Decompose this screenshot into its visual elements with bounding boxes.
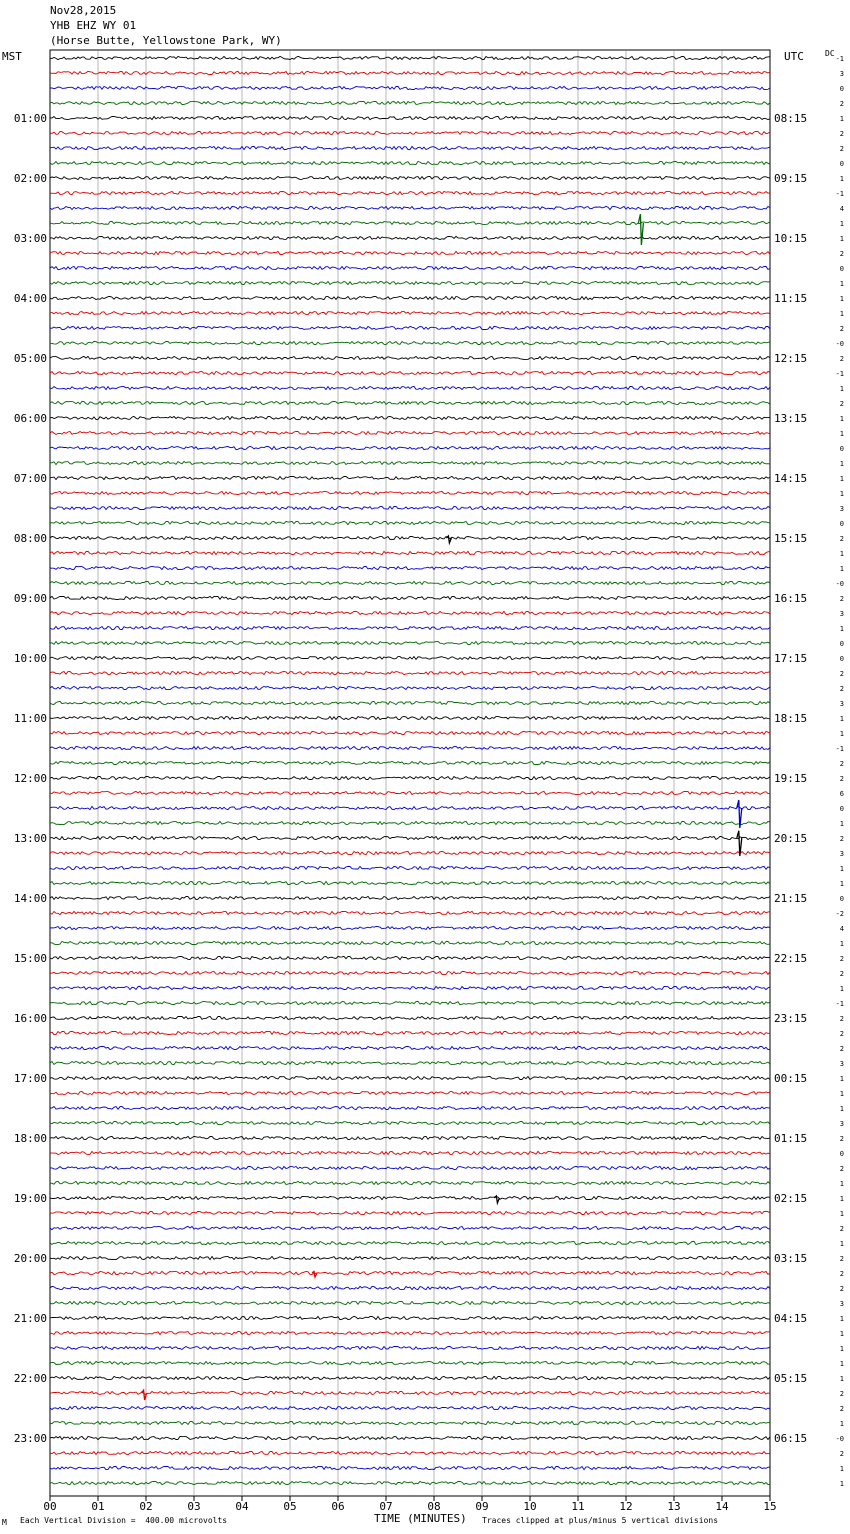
- left-hour-label: 14:00: [13, 892, 47, 905]
- right-hour-label: 21:15: [774, 892, 808, 905]
- dc-offset-value: 1: [839, 490, 844, 498]
- x-tick-label: 15: [763, 1500, 777, 1513]
- dc-offset-value: 1: [839, 625, 844, 633]
- trace-line: [50, 1046, 770, 1049]
- dc-offset-value: 3: [839, 1120, 844, 1128]
- right-hour-label: 09:15: [774, 172, 808, 185]
- dc-offset-value: 0: [839, 805, 844, 813]
- left-hour-label: 04:00: [13, 292, 47, 305]
- dc-offset-value: 1: [839, 985, 844, 993]
- left-hour-label: 06:00: [13, 412, 47, 425]
- trace-line: [50, 56, 770, 59]
- trace-line: [50, 1166, 770, 1169]
- left-timezone-label: MST: [2, 50, 22, 63]
- dc-offset-value: 1: [839, 550, 844, 558]
- trace-line: [50, 1376, 770, 1379]
- trace-line: [50, 131, 770, 134]
- dc-offset-value: 1: [839, 475, 844, 483]
- trace-line: [50, 611, 770, 614]
- dc-offset-value: 0: [839, 160, 844, 168]
- trace-line: [50, 206, 770, 209]
- right-hour-label: 16:15: [774, 592, 808, 605]
- right-timezone-label: UTC: [784, 50, 804, 63]
- trace-line: [50, 1181, 770, 1184]
- right-hour-label: 05:15: [774, 1372, 808, 1385]
- right-hour-label: 01:15: [774, 1132, 808, 1145]
- trace-line: [50, 1226, 770, 1229]
- dc-offset-value: 2: [839, 400, 844, 408]
- dc-offset-value: 1: [839, 1105, 844, 1113]
- trace-line: [50, 1301, 770, 1304]
- trace-line: [50, 1271, 770, 1274]
- dc-offset-value: 0: [839, 1150, 844, 1158]
- trace-line: [50, 1031, 770, 1034]
- trace-line: [50, 671, 770, 674]
- dc-offset-value: 0: [839, 655, 844, 663]
- dc-offset-value: 3: [839, 850, 844, 858]
- x-tick-label: 13: [667, 1500, 681, 1513]
- right-hour-label: 04:15: [774, 1312, 808, 1325]
- trace-line: [50, 86, 770, 89]
- left-hour-label: 11:00: [13, 712, 47, 725]
- x-tick-label: 06: [331, 1500, 345, 1513]
- trace-line: [50, 1151, 770, 1154]
- x-tick-label: 01: [91, 1500, 105, 1513]
- dc-offset-value: 2: [839, 835, 844, 843]
- left-hour-label: 18:00: [13, 1132, 47, 1145]
- dc-offset-value: 6: [839, 790, 844, 798]
- trace-line: [50, 521, 770, 524]
- trace-line: [50, 221, 770, 224]
- dc-offset-value: 2: [839, 685, 844, 693]
- right-hour-label: 11:15: [774, 292, 808, 305]
- trace-line: [50, 341, 770, 344]
- trace-line: [50, 776, 770, 779]
- trace-line: [50, 1092, 770, 1095]
- left-hour-label: 17:00: [13, 1072, 47, 1085]
- trace-line: [50, 657, 770, 660]
- dc-offset-value: 1: [839, 715, 844, 723]
- event-spike: [638, 214, 643, 245]
- trace-line: [50, 836, 770, 839]
- trace-line: [50, 941, 770, 944]
- dc-offset-value: 2: [839, 1165, 844, 1173]
- dc-offset-value: 1: [839, 115, 844, 123]
- x-tick-label: 03: [187, 1500, 201, 1513]
- right-hour-label: 23:15: [774, 1012, 808, 1025]
- trace-line: [50, 761, 770, 764]
- right-hour-label: 17:15: [774, 652, 808, 665]
- dc-offset-value: 3: [839, 700, 844, 708]
- dc-offset-value: 1: [839, 880, 844, 888]
- dc-offset-value: 2: [839, 1405, 844, 1413]
- right-hour-label: 00:15: [774, 1072, 808, 1085]
- dc-offset-value: 2: [839, 100, 844, 108]
- trace-line: [50, 431, 770, 434]
- trace-line: [50, 1436, 770, 1439]
- trace-line: [50, 1331, 770, 1334]
- dc-offset-value: 1: [839, 1420, 844, 1428]
- dc-offset-value: -1: [835, 55, 844, 63]
- left-hour-label: 13:00: [13, 832, 47, 845]
- trace-line: [50, 551, 770, 554]
- dc-offset-value: 2: [839, 1225, 844, 1233]
- trace-line: [50, 851, 770, 854]
- left-hour-label: 10:00: [13, 652, 47, 665]
- left-hour-label: 03:00: [13, 232, 47, 245]
- dc-label: DC: [825, 49, 835, 58]
- left-hour-label: 23:00: [13, 1432, 47, 1445]
- trace-line: [50, 1196, 770, 1199]
- right-hour-label: 14:15: [774, 472, 808, 485]
- trace-line: [50, 701, 770, 704]
- right-hour-label: 19:15: [774, 772, 808, 785]
- trace-line: [50, 1361, 770, 1364]
- date-label: Nov28,2015: [50, 4, 117, 17]
- dc-offset-value: -2: [835, 910, 844, 918]
- right-hour-label: 13:15: [774, 412, 808, 425]
- trace-line: [50, 956, 770, 959]
- dc-offset-value: 2: [839, 1045, 844, 1053]
- right-hour-label: 15:15: [774, 532, 808, 545]
- trace-line: [50, 596, 770, 599]
- dc-offset-value: 1: [839, 385, 844, 393]
- dc-offset-value: 1: [839, 1315, 844, 1323]
- right-hour-label: 22:15: [774, 952, 808, 965]
- dc-offset-value: 0: [839, 895, 844, 903]
- right-hour-label: 02:15: [774, 1192, 808, 1205]
- left-hour-label: 07:00: [13, 472, 47, 485]
- left-hour-label: 22:00: [13, 1372, 47, 1385]
- dc-offset-value: 1: [839, 1075, 844, 1083]
- trace-line: [50, 461, 770, 464]
- trace-line: [50, 1016, 770, 1019]
- trace-line: [50, 1451, 770, 1454]
- dc-offset-value: 2: [839, 1450, 844, 1458]
- trace-line: [50, 311, 770, 314]
- trace-line: [50, 1421, 770, 1424]
- left-hour-label: 05:00: [13, 352, 47, 365]
- dc-offset-value: -0: [835, 340, 844, 348]
- x-tick-label: 08: [427, 1500, 441, 1513]
- left-hour-label: 12:00: [13, 772, 47, 785]
- trace-line: [50, 1001, 770, 1004]
- right-hour-label: 12:15: [774, 352, 808, 365]
- x-tick-label: 09: [475, 1500, 489, 1513]
- trace-line: [50, 236, 770, 239]
- right-hour-label: 03:15: [774, 1252, 808, 1265]
- trace-line: [50, 641, 770, 644]
- left-hour-label: 02:00: [13, 172, 47, 185]
- x-tick-label: 07: [379, 1500, 393, 1513]
- clip-note: Traces clipped at plus/minus 5 vertical divisions: [482, 1516, 719, 1525]
- trace-line: [50, 116, 770, 119]
- trace-line: [50, 401, 770, 404]
- dc-offset-value: 1: [839, 220, 844, 228]
- trace-line: [50, 1391, 770, 1394]
- dc-offset-value: 2: [839, 355, 844, 363]
- dc-offset-value: -1: [835, 370, 844, 378]
- dc-offset-value: 2: [839, 670, 844, 678]
- dc-offset-value: 2: [839, 1270, 844, 1278]
- trace-line: [50, 146, 770, 149]
- dc-offset-value: 1: [839, 1330, 844, 1338]
- trace-line: [50, 1241, 770, 1244]
- dc-offset-value: 1: [839, 430, 844, 438]
- left-hour-label: 09:00: [13, 592, 47, 605]
- x-tick-label: 00: [43, 1500, 57, 1513]
- dc-offset-value: 1: [839, 460, 844, 468]
- trace-line: [50, 326, 770, 329]
- trace-line: [50, 971, 770, 974]
- dc-offset-value: -0: [835, 1435, 844, 1443]
- x-tick-label: 12: [619, 1500, 633, 1513]
- trace-line: [50, 161, 770, 164]
- dc-offset-value: 3: [839, 610, 844, 618]
- trace-line: [50, 476, 770, 479]
- trace-line: [50, 386, 770, 389]
- trace-line: [50, 101, 770, 104]
- dc-offset-value: 2: [839, 595, 844, 603]
- dc-offset-value: 2: [839, 1390, 844, 1398]
- trace-line: [50, 881, 770, 884]
- trace-line: [50, 176, 770, 179]
- dc-offset-value: 1: [839, 1195, 844, 1203]
- trace-line: [50, 1076, 770, 1079]
- dc-offset-value: 0: [839, 265, 844, 273]
- dc-offset-value: -1: [835, 190, 844, 198]
- dc-offset-value: 4: [839, 925, 844, 933]
- event-spike: [494, 1196, 499, 1203]
- dc-offset-value: 1: [839, 415, 844, 423]
- trace-line: [50, 1466, 770, 1469]
- right-hour-label: 10:15: [774, 232, 808, 245]
- dc-offset-value: 1: [839, 1375, 844, 1383]
- trace-line: [50, 1481, 770, 1484]
- station-label: YHB EHZ WY 01: [50, 19, 137, 32]
- dc-offset-value: 1: [839, 1240, 844, 1248]
- x-tick-label: 05: [283, 1500, 297, 1513]
- trace-line: [50, 536, 770, 539]
- trace-line: [50, 806, 770, 809]
- x-tick-label: 10: [523, 1500, 537, 1513]
- trace-line: [50, 371, 770, 374]
- dc-offset-value: 1: [839, 175, 844, 183]
- dc-offset-value: 3: [839, 505, 844, 513]
- trace-line: [50, 281, 770, 284]
- dc-offset-value: 2: [839, 145, 844, 153]
- location-label: (Horse Butte, Yellowstone Park, WY): [50, 34, 282, 47]
- trace-line: [50, 71, 770, 74]
- trace-line: [50, 191, 770, 194]
- dc-offset-value: 1: [839, 295, 844, 303]
- right-hour-label: 20:15: [774, 832, 808, 845]
- trace-line: [50, 1316, 770, 1319]
- trace-line: [50, 686, 770, 689]
- trace-line: [50, 491, 770, 494]
- trace-line: [50, 1106, 770, 1109]
- trace-line: [50, 581, 770, 584]
- corner-mark: M: [2, 1518, 7, 1527]
- event-spike: [446, 536, 451, 543]
- x-axis-label: TIME (MINUTES): [374, 1512, 467, 1525]
- x-tick-label: 11: [571, 1500, 585, 1513]
- x-tick-label: 14: [715, 1500, 729, 1513]
- trace-line: [50, 1346, 770, 1349]
- trace-line: [50, 821, 770, 824]
- dc-offset-value: 1: [839, 865, 844, 873]
- trace-line: [50, 416, 770, 419]
- dc-offset-value: 3: [839, 1300, 844, 1308]
- dc-offset-value: 2: [839, 955, 844, 963]
- dc-offset-value: 1: [839, 1180, 844, 1188]
- trace-line: [50, 506, 770, 509]
- left-hour-label: 19:00: [13, 1192, 47, 1205]
- dc-offset-value: 1: [839, 820, 844, 828]
- left-hour-label: 01:00: [13, 112, 47, 125]
- dc-offset-value: 3: [839, 70, 844, 78]
- left-hour-label: 21:00: [13, 1312, 47, 1325]
- dc-offset-value: 1: [839, 940, 844, 948]
- trace-line: [50, 791, 770, 794]
- dc-offset-value: 1: [839, 1090, 844, 1098]
- dc-offset-value: 2: [839, 535, 844, 543]
- trace-line: [50, 986, 770, 989]
- dc-offset-value: 0: [839, 85, 844, 93]
- dc-offset-value: -1: [835, 1000, 844, 1008]
- trace-line: [50, 911, 770, 914]
- dc-offset-value: 2: [839, 775, 844, 783]
- dc-offset-value: 2: [839, 1135, 844, 1143]
- dc-offset-value: 1: [839, 235, 844, 243]
- trace-line: [50, 866, 770, 869]
- trace-line: [50, 266, 770, 269]
- x-tick-label: 04: [235, 1500, 249, 1513]
- left-hour-label: 16:00: [13, 1012, 47, 1025]
- dc-offset-value: -0: [835, 580, 844, 588]
- trace-line: [50, 296, 770, 299]
- left-hour-label: 08:00: [13, 532, 47, 545]
- trace-line: [50, 1406, 770, 1409]
- trace-line: [50, 626, 770, 629]
- dc-offset-value: 3: [839, 1060, 844, 1068]
- trace-line: [50, 1136, 770, 1139]
- right-hour-label: 18:15: [774, 712, 808, 725]
- dc-offset-value: 4: [839, 205, 844, 213]
- trace-line: [50, 1061, 770, 1064]
- scale-note: Each Vertical Division = 400.00 microvolts: [20, 1516, 228, 1525]
- trace-line: [50, 896, 770, 899]
- dc-offset-value: -1: [835, 745, 844, 753]
- right-hour-label: 06:15: [774, 1432, 808, 1445]
- trace-line: [50, 746, 770, 749]
- dc-offset-value: 1: [839, 1480, 844, 1488]
- trace-line: [50, 1256, 770, 1259]
- dc-offset-value: 2: [839, 250, 844, 258]
- trace-line: [50, 356, 770, 359]
- trace-line: [50, 566, 770, 569]
- dc-offset-value: 2: [839, 760, 844, 768]
- dc-offset-value: 1: [839, 565, 844, 573]
- dc-offset-value: 1: [839, 1360, 844, 1368]
- trace-line: [50, 926, 770, 929]
- dc-offset-value: 2: [839, 325, 844, 333]
- trace-line: [50, 251, 770, 254]
- trace-line: [50, 446, 770, 449]
- trace-line: [50, 1211, 770, 1214]
- left-hour-label: 20:00: [13, 1252, 47, 1265]
- trace-line: [50, 716, 770, 719]
- dc-offset-value: 0: [839, 640, 844, 648]
- dc-offset-value: 1: [839, 280, 844, 288]
- dc-offset-value: 0: [839, 445, 844, 453]
- dc-offset-value: 1: [839, 1345, 844, 1353]
- trace-line: [50, 1121, 770, 1124]
- dc-offset-value: 1: [839, 1465, 844, 1473]
- dc-offset-value: 2: [839, 1030, 844, 1038]
- dc-offset-value: 2: [839, 130, 844, 138]
- dc-offset-value: 0: [839, 520, 844, 528]
- x-tick-label: 02: [139, 1500, 153, 1513]
- dc-offset-value: 2: [839, 1255, 844, 1263]
- dc-offset-value: 1: [839, 310, 844, 318]
- dc-offset-value: 2: [839, 970, 844, 978]
- dc-offset-value: 2: [839, 1015, 844, 1023]
- trace-line: [50, 731, 770, 734]
- trace-line: [50, 1286, 770, 1289]
- left-hour-label: 15:00: [13, 952, 47, 965]
- right-hour-label: 08:15: [774, 112, 808, 125]
- dc-offset-value: 2: [839, 1285, 844, 1293]
- dc-offset-value: 1: [839, 730, 844, 738]
- dc-offset-value: 1: [839, 1210, 844, 1218]
